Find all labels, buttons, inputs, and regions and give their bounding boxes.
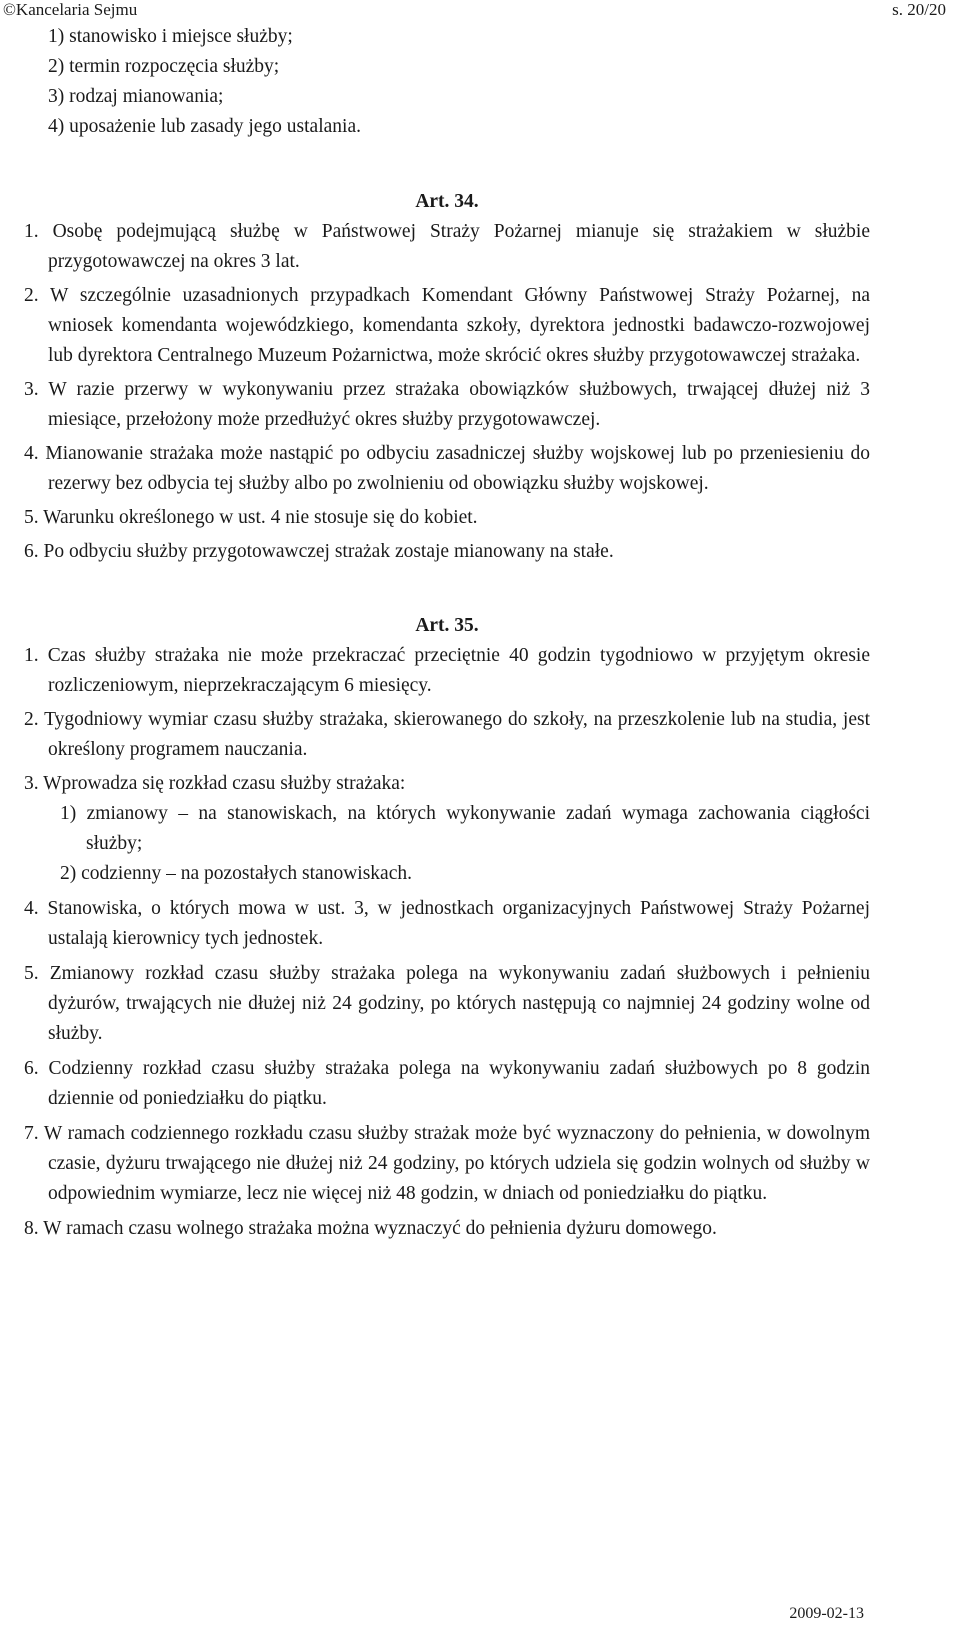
art34-paragraph-3: 3. W razie przerwy w wykonywaniu przez strażaka obowiązków służbowych, trwającej dłużej niż 3 miesiące, przełożony może przedłużyć okres służby przygotowawczej. [24,379,870,430]
document-date: 2009-02-13 [789,1605,864,1622]
art35-paragraph-4: 4. Stanowiska, o których mowa w ust. 3, w jednostkach organizacyjnych Państwowej Straży Pożarnej ustalają kierownicy tych jednostek. [24,898,870,949]
art34-paragraph-2: 2. W szczególnie uzasadnionych przypadkach Komendant Główny Państwowej Straży Pożarnej, na wniosek komendanta wojewódzkiego, komendanta szkoły, dyrektora jednostki badawczo-rozwojowej lub dyrektora Centralnego Muzeum Pożarnictwa, może skrócić okres służby przygotowawczej strażaka. [24,285,870,366]
art35-paragraph-3: 3. Wprowadza się rozkład czasu służby strażaka: [24,773,406,794]
appointment-list [24,22,870,142]
page-number: s. 20/20 [892,0,946,19]
list-item: 1) stanowisko i miejsce służby; [48,26,293,47]
art35-schedule-item-1: 1) zmianowy – na stanowiskach, na których wykonywanie zadań wymaga zachowania ciągłości służby; [60,803,870,854]
article-35-heading: Art. 35. [415,615,479,636]
art35-paragraph-1: 1. Czas służby strażaka nie może przekraczać przeciętnie 40 godzin tygodniowo w przyjętym okresie rozliczeniowym, nieprzekraczającym 6 miesięcy. [24,645,870,696]
art35-paragraph-5: 5. Zmianowy rozkład czasu służby strażaka polega na wykonywaniu zadań służbowych i pełnieniu dyżurów, trwających nie dłużej niż 24 godziny, po których następują co najmniej 24 godziny wolne od służby. [24,963,870,1044]
list-item: 2) termin rozpoczęcia służby; [48,56,280,77]
art34-paragraph-4: 4. Mianowanie strażaka może nastąpić po odbyciu zasadniczej służby wojskowej lub po przeniesieniu do rezerwy bez odbycia tej służby albo po zwolnieniu od obowiązku służby wojskowej. [24,443,870,494]
art34-paragraph-6: 6. Po odbyciu służby przygotowawczej strażak zostaje mianowany na stałe. [24,541,614,562]
art35-schedule-item-2: 2) codzienny – na pozostałych stanowiskach. [60,863,412,884]
art35-paragraph-2: 2. Tygodniowy wymiar czasu służby strażaka, skierowanego do szkoły, na przeszkolenie lub na studia, jest określony programem nauczania. [24,709,870,760]
article-34-heading: Art. 34. [415,191,479,212]
art35-paragraph-8: 8. W ramach czasu wolnego strażaka można wyznaczyć do pełnienia dyżuru domowego. [24,1218,717,1239]
art34-paragraph-1: 1. Osobę podejmującą służbę w Państwowej Straży Pożarnej mianuje się strażakiem w służbie przygotowawczej na okres 3 lat. [24,221,870,272]
list-item: 4) uposażenie lub zasady jego ustalania. [48,116,361,137]
publisher-header: ©Kancelaria Sejmu [3,0,138,19]
art34-paragraph-5: 5. Warunku określonego w ust. 4 nie stosuje się do kobiet. [24,507,478,528]
art35-paragraph-6: 6. Codzienny rozkład czasu służby strażaka polega na wykonywaniu zadań służbowych po 8 godzin dziennie od poniedziałku do piątku. [24,1058,870,1109]
document-body [24,22,870,1244]
art35-paragraph-7: 7. W ramach codziennego rozkładu czasu służby strażak może być wyznaczony do pełnienia, w dowolnym czasie, dyżuru trwającego nie dłużej niż 24 godziny, po których udziela się godzin wolnych od służby w odpowiednim wymiarze, lecz nie więcej niż 48 godzin, w dniach od poniedziałku do piątku. [24,1123,870,1204]
list-item: 3) rodzaj mianowania; [48,86,224,107]
